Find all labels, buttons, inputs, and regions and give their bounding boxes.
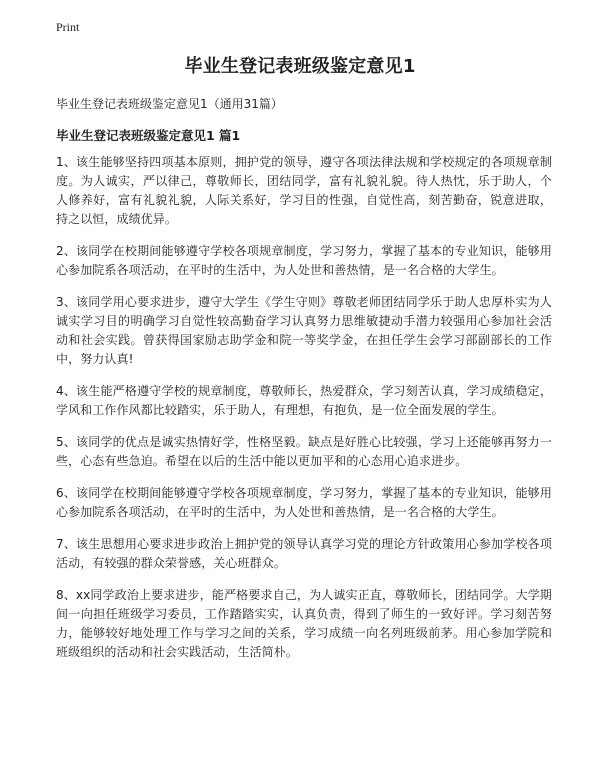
paragraph: 2、该同学在校期间能够遵守学校各项规章制度，学习努力，掌握了基本的专业知识，能够用心参加院系各项活动，在平时的生活中，为人处世和善热情，是一名合格的大学生。 (56, 244, 552, 277)
paragraph: 8、xx同学政治上要求进步，能严格要求自己，为人诚实正直，尊敬师长，团结同学。大学期间一向担任班级学习委员，工作踏踏实实，认真负责，得到了师生的一致好评。学习刻苦努力，能够较好地处理工作与学习之间的关系，学习成绩一向名列班级前茅。用心参加学院和班级组织的活动和社会实践活动，生活简朴。 (56, 588, 552, 659)
section-heading: 毕业生登记表班级鉴定意见1 篇1 (56, 128, 241, 143)
print-link[interactable]: Print (56, 20, 80, 34)
paragraph: 5、该同学的优点是诚实热情好学，性格坚毅。缺点是好胜心比较强，学习上还能够再努力一些，心态有些急迫。希望在以后的生活中能以更加平和的心态用心追求进步。 (56, 435, 552, 468)
paragraph: 1、该生能够坚持四项基本原则，拥护党的领导，遵守各项法律法规和学校规定的各项规章制度。为人诚实，严以律己，尊敬师长，团结同学，富有礼貌礼貌。待人热忱，乐于助人，个人修养好，富有礼貌礼貌，人际关系好，学习目的性强，自觉性高，刻苦勤奋，锐意进取，持之以恒，成绩优异。 (56, 155, 552, 226)
document-subtitle: 毕业生登记表班级鉴定意见1（通用31篇） (56, 97, 283, 111)
paragraph: 4、该生能严格遵守学校的规章制度，尊敬师长，热爱群众，学习刻苦认真，学习成绩稳定，学风和工作作风都比较踏实，乐于助人，有理想，有抱负，是一位全面发展的学生。 (56, 384, 552, 417)
paragraph: 3、该同学用心要求进步，遵守大学生《学生守则》尊敬老师团结同学乐于助人忠厚朴实为人诚实学习目的明确学习自觉性较高勤奋学习认真努力思维敏捷动手潜力较强用心参加社会活动和社会实践。曾获得国家励志助学金和院一等奖学金，在担任学生会学习部副部长的工作中，努力认真! (56, 295, 552, 366)
paragraph-list (56, 153, 552, 675)
paragraph: 7、该生思想用心要求进步政治上拥护党的领导认真学习党的理论方针政策用心参加学校各项活动，有较强的群众荣誉感，关心班群众。 (56, 537, 552, 570)
page-title: 毕业生登记表班级鉴定意见1 (184, 56, 416, 77)
paragraph: 6、该同学在校期间能够遵守学校各项规章制度，学习努力，掌握了基本的专业知识，能够用心参加院系各项活动，在平时的生活中，为人处世和善热情，是一名合格的大学生。 (56, 486, 552, 519)
